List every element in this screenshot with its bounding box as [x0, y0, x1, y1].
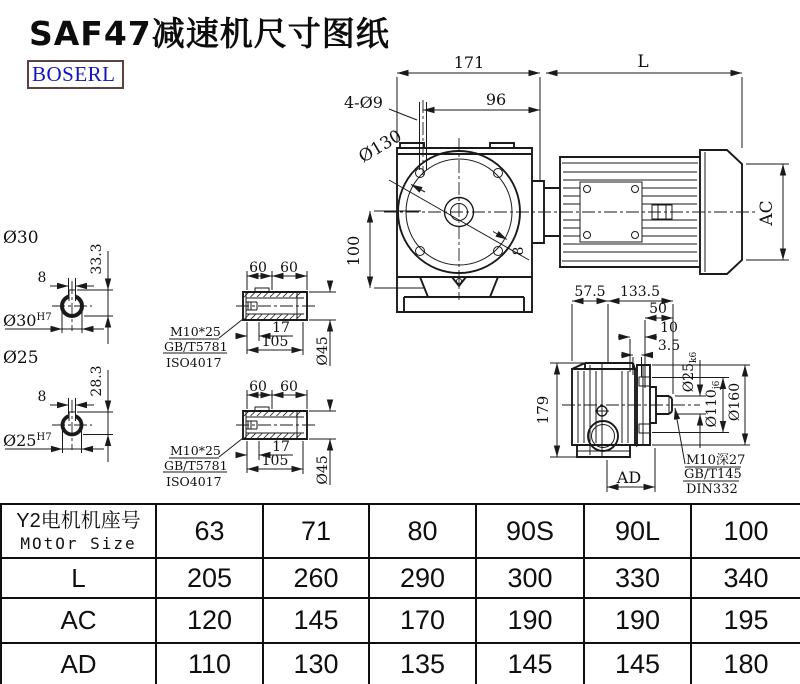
cell-AD-90L: 145 [584, 643, 691, 684]
dim-key-depth-28-3: 28.3 [89, 365, 105, 397]
dim-key-width: 8 [37, 270, 47, 286]
col-header-71: 71 [263, 504, 369, 558]
dim-10: 10 [660, 320, 678, 336]
dim-171: 171 [453, 53, 485, 72]
cell-AC-80: 170 [369, 598, 476, 643]
cell-AD-100: 180 [691, 643, 800, 684]
front-view [344, 52, 789, 312]
section-title-d25: Ø25 [3, 348, 39, 368]
dim-bore-d30H7: $Ø30^{H7}$ [3, 311, 52, 330]
header-motor-size-cn: Y2电机机座号 [16, 510, 141, 532]
cell-AC-63: 120 [156, 598, 263, 643]
dim-key-depth-33-3: 33.3 [89, 243, 105, 275]
row-label-AC: AC [1, 598, 156, 643]
dim-AC: AC [757, 200, 777, 226]
note-standard: GB/T5781 [164, 458, 228, 473]
row-label-AD: AD [1, 643, 156, 684]
note-din-standard: DIN332 [686, 482, 738, 497]
col-header-90L: 90L [584, 504, 691, 558]
note-iso: ISO4017 [166, 355, 222, 370]
side-view [534, 284, 750, 497]
cell-AC-100: 195 [691, 598, 800, 643]
dim-d45: Ø45 [315, 455, 331, 485]
cell-AC-90S: 190 [476, 598, 584, 643]
dim-3-5: 3.5 [657, 338, 681, 354]
motor-dimension-table [0, 503, 800, 684]
cell-L-90L: 330 [584, 558, 691, 598]
dim-50: 50 [649, 301, 667, 317]
cell-L-71: 260 [263, 558, 369, 598]
cell-AD-80: 135 [369, 643, 476, 684]
dim-100: 100 [344, 235, 363, 267]
col-header-100: 100 [691, 504, 800, 558]
dim-60: 60 [280, 260, 298, 276]
dim-bore-d25H7: $Ø25^{H7}$ [3, 431, 52, 450]
note-tap-hole: M10深27 [686, 453, 746, 468]
header-motor-size [1, 504, 156, 558]
dim-60: 60 [249, 260, 267, 276]
note-bolt: M10*25 [170, 324, 221, 339]
cell-AD-63: 110 [156, 643, 263, 684]
dim-AD: AD [616, 468, 642, 487]
brand-logo [27, 60, 124, 89]
dim-17: 17 [272, 439, 290, 455]
output-bore-circle [588, 421, 618, 451]
section-title-d30: Ø30 [3, 228, 39, 248]
cell-AD-90S: 145 [476, 643, 584, 684]
cell-L-63: 205 [156, 558, 263, 598]
shaft-section-25 [3, 348, 113, 462]
cell-AD-71: 130 [263, 643, 369, 684]
dim-key-width: 8 [37, 389, 47, 405]
dim-4xd9-holes: 4-Ø9 [344, 93, 383, 112]
hollow-shaft-detail-2 [163, 379, 336, 489]
row-label-L: L [1, 558, 156, 598]
note-gb-standard: GB/T145 [684, 467, 742, 482]
dim-key-8: 8 [511, 246, 527, 256]
table-row-AD [1, 643, 800, 684]
cell-AC-71: 145 [263, 598, 369, 643]
dim-96: 96 [485, 90, 507, 109]
dim-d45: Ø45 [315, 336, 331, 366]
dim-179: 179 [534, 395, 552, 425]
cell-L-100: 340 [691, 558, 800, 598]
header-motor-size-en: MOtOr Size [20, 534, 137, 553]
cell-L-90S: 300 [476, 558, 584, 598]
dim-60: 60 [249, 379, 267, 395]
cell-L-80: 290 [369, 558, 476, 598]
col-header-90S: 90S [476, 504, 584, 558]
dim-bolt-circle-130: Ø130 [355, 126, 406, 168]
cell-AC-90L: 190 [584, 598, 691, 643]
brand-logo-text: BOSERL [32, 62, 116, 86]
dim-L: L [637, 52, 649, 72]
note-iso: ISO4017 [166, 474, 222, 489]
table-header-row [1, 504, 800, 558]
dim-d25k6: $Ø25_{k6}$ [681, 351, 699, 393]
dim-57-5: 57.5 [574, 284, 606, 300]
dim-d110j6: $Ø110_{j6}$ [704, 380, 722, 428]
dim-105: 105 [261, 334, 289, 350]
note-bolt: M10*25 [170, 443, 221, 458]
dim-d160: Ø160 [727, 382, 743, 422]
col-header-80: 80 [369, 504, 476, 558]
page-title: SAF47减速机尺寸图纸 [29, 14, 390, 53]
dim-133-5: 133.5 [619, 284, 661, 300]
col-header-63: 63 [156, 504, 263, 558]
dim-17: 17 [272, 320, 290, 336]
hollow-shaft-detail-1 [163, 260, 336, 370]
table-row-AC [1, 598, 800, 643]
dim-60: 60 [280, 379, 298, 395]
note-standard: GB/T5781 [164, 339, 228, 354]
dim-105: 105 [261, 453, 289, 469]
shaft-section-30 [3, 228, 113, 344]
table-row-L [1, 558, 800, 598]
